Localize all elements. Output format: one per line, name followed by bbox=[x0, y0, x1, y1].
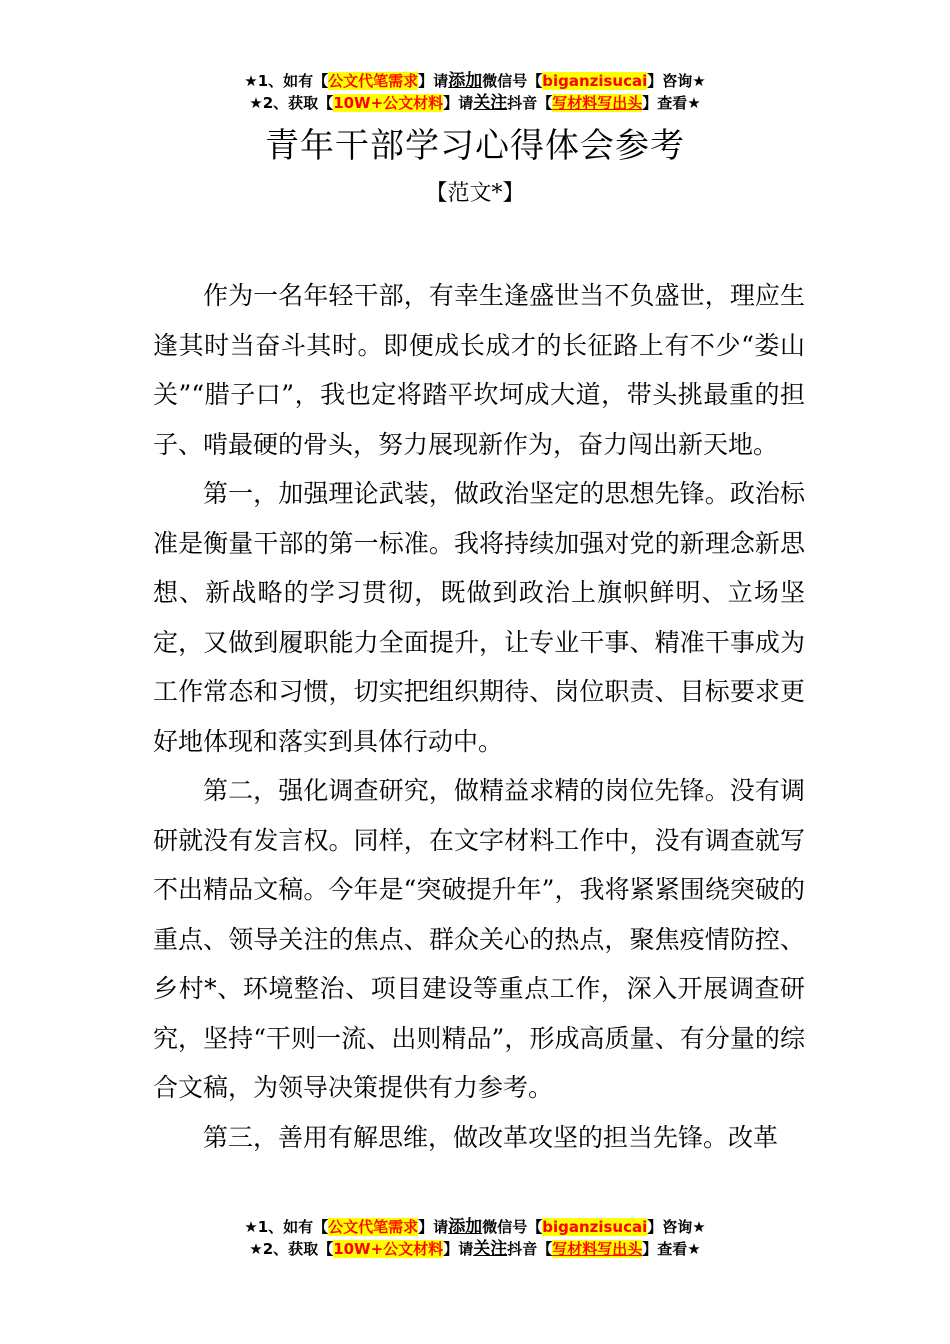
paragraph: 第一，加强理论武装，做政治坚定的思想先锋。政治标准是衡量干部的第一标准。我将持续加强对党的新理念新思想、新战略的学习贯彻，既做到政治上旗帜鲜明、立场坚定，又做到履职能力全面提升，让专业干事、精准干事成为工作常态和习惯，切实把组织期待、岗位职责、目标要求更好地体现和落实到具体行动中。 bbox=[153, 479, 805, 756]
promo-header bbox=[0, 70, 950, 114]
promo-highlight: 公文代笔需求 bbox=[328, 1218, 419, 1236]
promo-text: 】请 bbox=[418, 1218, 449, 1236]
promo-text: 抖音【 bbox=[507, 94, 553, 112]
promo-line-1 bbox=[0, 1216, 950, 1238]
promo-highlight: 写材料写出头 bbox=[552, 94, 643, 112]
document-subtitle: 【范文*】 bbox=[425, 181, 525, 206]
promo-text: ★2、获取【 bbox=[249, 1240, 334, 1258]
paragraph: 第二，强化调查研究，做精益求精的岗位先锋。没有调研就没有发言权。同样，在文字材料工作中，没有调查就写不出精品文稿。今年是“突破提升年”，我将紧紧围绕突破的重点、领导关注的焦点、群众关心的热点，聚焦疫情防控、乡村*、环境整治、项目建设等重点工作，深入开展调查研究，坚持“干则一流、出则精品”，形成高质量、有分量的综合文稿，为领导决策提供有力参考。 bbox=[153, 776, 805, 1102]
promo-text: ★1、如有【 bbox=[244, 1218, 329, 1236]
promo-highlight: 写材料写出头 bbox=[552, 1240, 643, 1258]
document-body bbox=[153, 271, 805, 1162]
promo-line-1 bbox=[0, 70, 950, 92]
promo-text: 】请 bbox=[443, 94, 474, 112]
paragraph: 作为一名年轻干部，有幸生逢盛世当不负盛世，理应生逢其时当奋斗其时。即便成长成才的长征路上有不少“娄山关”“腊子口”，我也定将踏平坎坷成大道，带头挑最重的担子、啃最硬的骨头，努力展现新作为，奋力闯出新天地。 bbox=[153, 281, 805, 459]
promo-text: 】咨询★ bbox=[647, 1218, 706, 1236]
promo-text: ★1、如有【 bbox=[244, 72, 329, 90]
promo-emphasis: 关注 bbox=[473, 93, 508, 113]
promo-highlight: biganzisucai bbox=[542, 1218, 648, 1236]
promo-highlight: 10W+公文材料 bbox=[333, 94, 444, 112]
promo-text: 】请 bbox=[443, 1240, 474, 1258]
promo-text: 】请 bbox=[418, 72, 449, 90]
paragraph: 第三，善用有解思维，做改革攻坚的担当先锋。改革 bbox=[203, 1122, 779, 1152]
promo-highlight: biganzisucai bbox=[542, 72, 648, 90]
promo-footer bbox=[0, 1216, 950, 1260]
promo-highlight: 10W+公文材料 bbox=[333, 1240, 444, 1258]
promo-line-2 bbox=[0, 92, 950, 114]
promo-emphasis: 关注 bbox=[473, 1239, 508, 1259]
promo-text: 】咨询★ bbox=[647, 72, 706, 90]
promo-text: 】查看★ bbox=[642, 94, 701, 112]
promo-text: ★2、获取【 bbox=[249, 94, 334, 112]
promo-text: 微信号【 bbox=[482, 1218, 543, 1236]
promo-highlight: 公文代笔需求 bbox=[328, 72, 419, 90]
promo-text: 微信号【 bbox=[482, 72, 543, 90]
document-title: 青年干部学习心得体会参考 bbox=[265, 126, 685, 166]
promo-line-2 bbox=[0, 1238, 950, 1260]
promo-text: 抖音【 bbox=[507, 1240, 553, 1258]
promo-emphasis: 添加 bbox=[448, 71, 483, 91]
promo-text: 】查看★ bbox=[642, 1240, 701, 1258]
promo-emphasis: 添加 bbox=[448, 1217, 483, 1237]
